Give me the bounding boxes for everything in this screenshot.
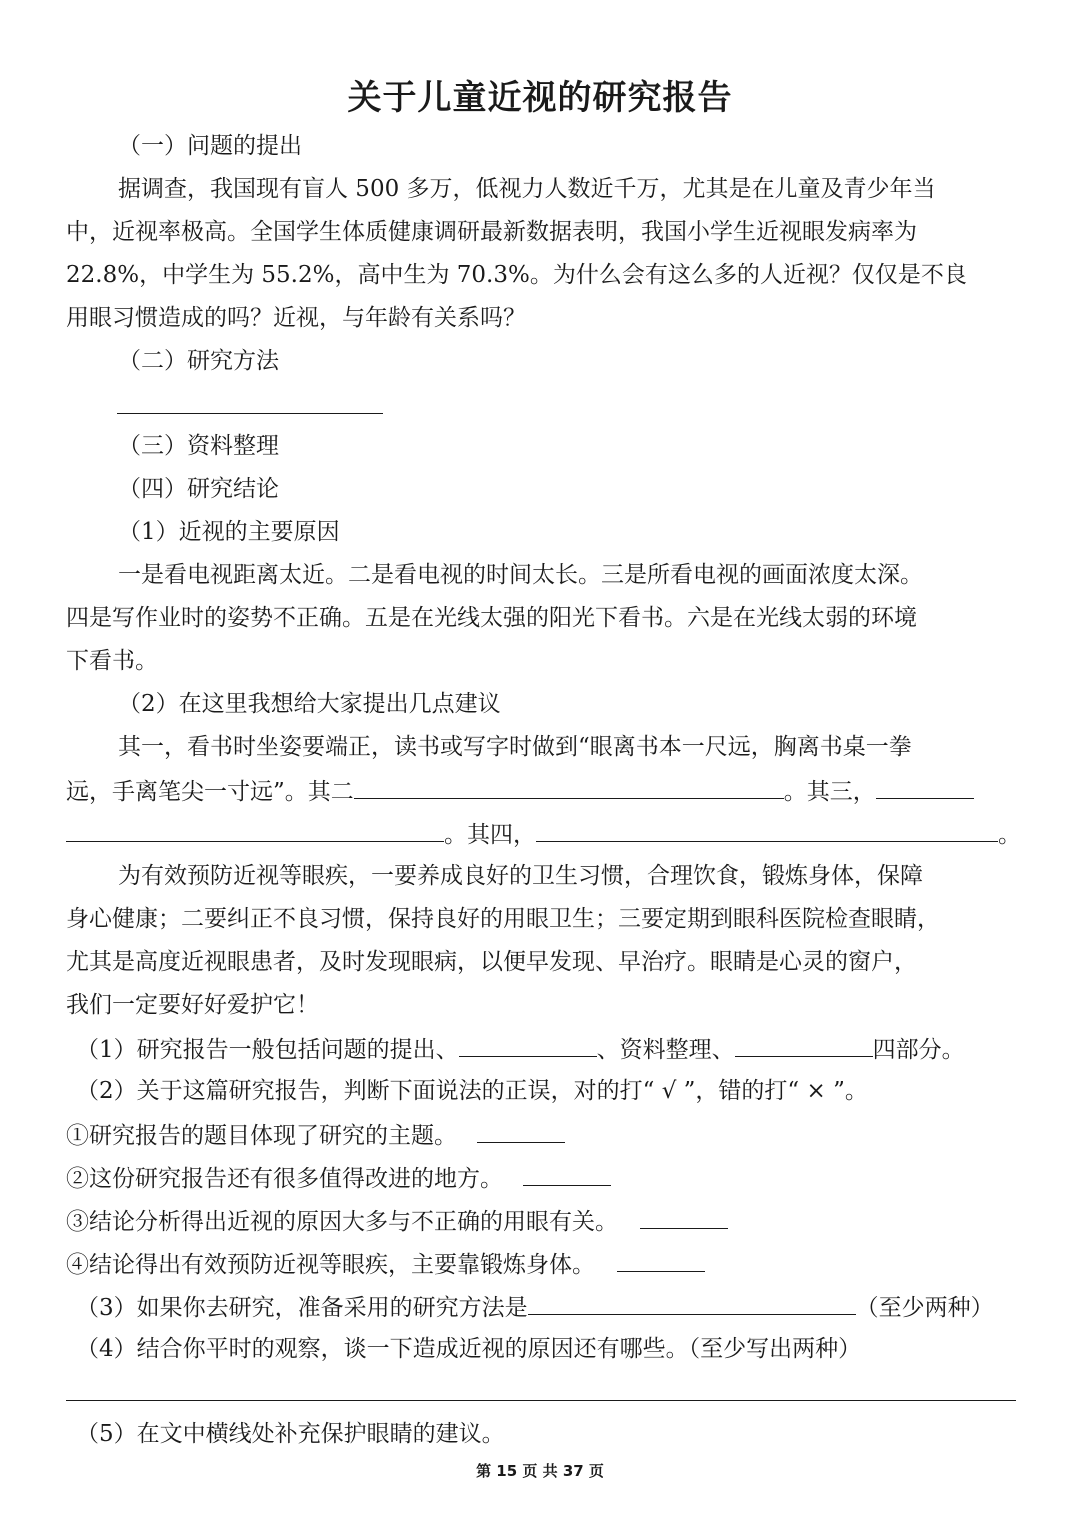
suggestion-three-blank-start[interactable] [876,774,974,799]
section4-sub2-line-3 [66,817,1021,851]
section4-sub1-line-3: 下看书。 [66,648,158,674]
section4-sub1-line-1: 一是看电视距离太近。二是看电视的时间太长。三是所看电视的画面浓度太深。 [118,562,923,588]
suggestion-three-label: 。其三， [783,779,876,805]
judgment-2-blank[interactable] [523,1161,611,1186]
section4-sub2-line-1: 其一，看书时坐姿要端正，读书或写字时做到“眼离书本一尺远，胸离书桌一拳 [118,734,912,760]
section2-heading: （二）研究方法 [118,348,279,374]
suggestion-end-period: 。 [998,822,1021,848]
document-title: 关于儿童近视的研究报告 [347,78,733,118]
closing-line-4: 我们一定要好好爱护它！ [66,992,319,1018]
section4-sub2-heading: （2）在这里我想给大家提出几点建议 [118,691,501,717]
section4-heading: （四）研究结论 [118,476,279,502]
question-3-blank[interactable] [528,1290,856,1315]
question-3 [76,1290,1016,1324]
page-footer: 第 15 页 共 37 页 [476,1462,604,1480]
judgment-2-text: ②这份研究报告还有很多值得改进的地方。 [66,1166,503,1192]
section4-sub2-line-2 [66,774,1016,808]
suggestion-two-blank[interactable] [354,774,784,799]
research-method-blank[interactable] [117,413,383,414]
closing-line-2: 身心健康；二要纠正不良习惯，保持良好的用眼卫生；三要定期到眼科医院检查眼睛， [66,906,940,932]
suggestion-four-label: 。其四， [444,822,536,848]
question-1-blank-1[interactable] [459,1032,597,1057]
suggestion-four-blank[interactable] [536,817,998,842]
question-1-start: （1）研究报告一般包括问题的提出、 [76,1037,459,1063]
closing-line-1: 为有效预防近视等眼疾，一要养成良好的卫生习惯，合理饮食，锻炼身体，保障 [118,863,923,889]
section3-heading: （三）资料整理 [118,433,279,459]
question-4: （4）结合你平时的观察，谈一下造成近视的原因还有哪些。（至少写出两种） [76,1336,862,1362]
judgment-2 [66,1161,1016,1195]
judgment-4-blank[interactable] [617,1247,705,1272]
suggestion-line2-start: 远，手离笔尖一寸远”。其二 [66,779,354,805]
judgment-3-blank[interactable] [640,1204,728,1229]
section1-heading: （一）问题的提出 [118,133,302,159]
section1-line-1: 据调查，我国现有盲人 500 多万，低视力人数近千万，尤其是在儿童及青少年当 [118,176,936,202]
question-5: （5）在文中横线处补充保护眼睛的建议。 [76,1421,505,1447]
question-1-blank-2[interactable] [735,1032,873,1057]
question-2: （2）关于这篇研究报告，判断下面说法的正误，对的打“ √ ”，错的打“ × ”。 [76,1078,868,1104]
question-4-answer-line[interactable] [66,1400,1016,1401]
judgment-3 [66,1204,1016,1238]
closing-line-3: 尤其是高度近视眼患者，及时发现眼病，以便早发现、早治疗。眼睛是心灵的窗户， [66,949,917,975]
question-1-end: 四部分。 [872,1037,965,1063]
judgment-1-blank[interactable] [477,1118,565,1143]
judgment-4-text: ④结论得出有效预防近视等眼疾，主要靠锻炼身体。 [66,1252,595,1278]
judgment-1 [66,1118,1016,1152]
section4-sub1-heading: （1）近视的主要原因 [118,519,340,545]
section1-line-4: 用眼习惯造成的吗？近视，与年龄有关系吗？ [66,305,526,331]
question-3-end: （至少两种） [855,1295,994,1321]
judgment-1-text: ①研究报告的题目体现了研究的主题。 [66,1123,457,1149]
question-3-start: （3）如果你去研究，准备采用的研究方法是 [76,1295,528,1321]
question-1 [76,1032,1016,1066]
question-1-middle: 、资料整理、 [596,1037,735,1063]
section1-line-3: 22.8%，中学生为 55.2%，高中生为 70.3%。为什么会有这么多的人近视？仅仅是不良 [66,262,967,288]
section4-sub1-line-2: 四是写作业时的姿势不正确。五是在光线太强的阳光下看书。六是在光线太弱的环境 [66,605,917,631]
section1-line-2: 中，近视率极高。全国学生体质健康调研最新数据表明，我国小学生近视眼发病率为 [66,219,917,245]
judgment-4 [66,1247,1016,1281]
suggestion-three-blank-end[interactable] [66,817,444,842]
judgment-3-text: ③结论分析得出近视的原因大多与不正确的用眼有关。 [66,1209,618,1235]
